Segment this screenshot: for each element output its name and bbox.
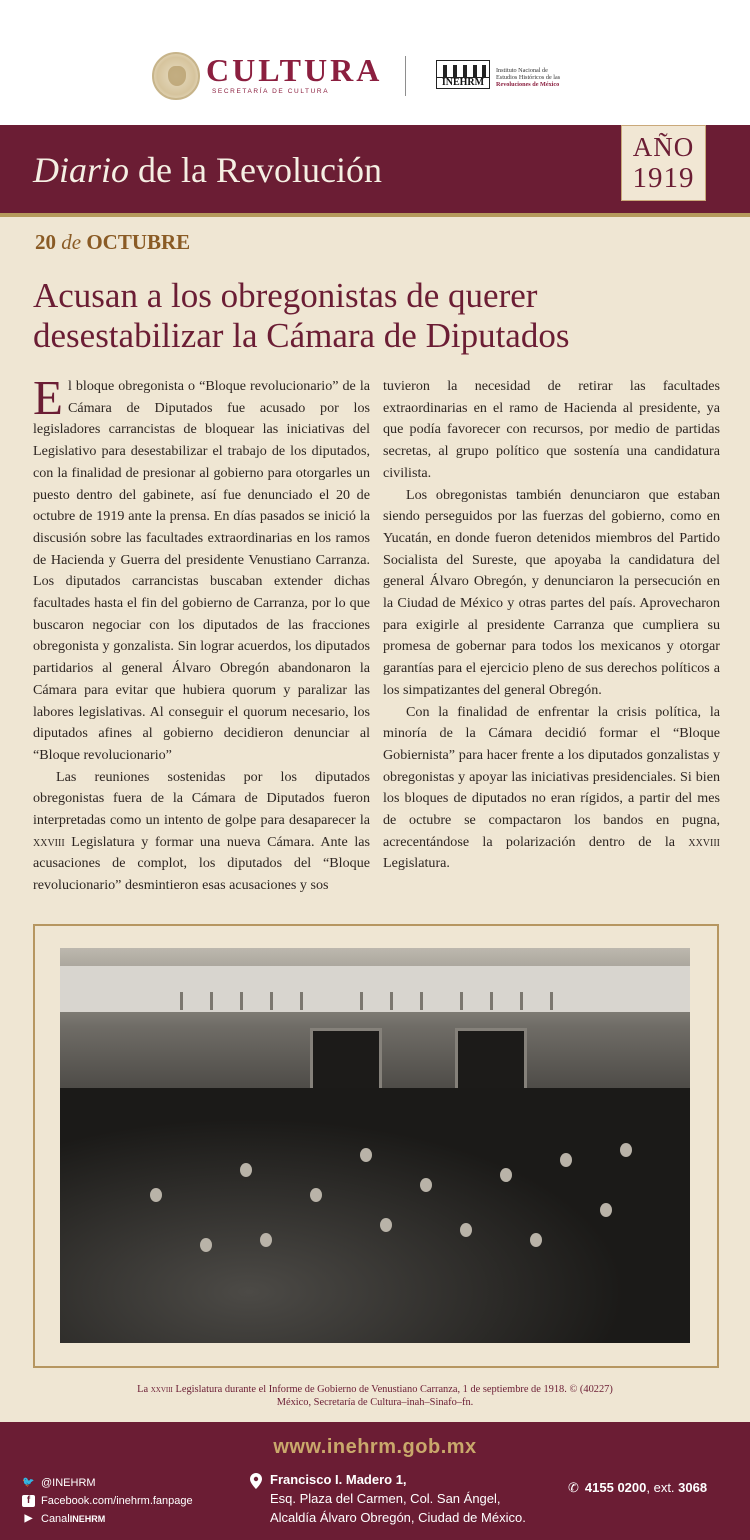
article-paragraph: El bloque obregonista o “Bloque revolucionario” de la Cámara de Diputados fue acusado por los legisladores carrancistas de bloquear las iniciativas del Legislativo para desestabilizar el trabajo de los diputados, con la finalidad de presionar al gobierno para otorgarles un puesto dentro del gabinete, así fue denunciado el 20 de octubre de 1919 ante la prensa. En días pasados se inició la discusión sobre las facultades extraordinarias en los ramos de Hacienda y Guerra del presidente Venustiano Carranza. Los diputados carrancistas buscaban extender dichas facultades hasta el fin del gobierno de Carranza, por lo que buscaron negociar con los diputados de las fracciones obregonista y gonzalista. Sin lograr acuerdos, los diputados partidarios al general Álvaro Obregón abandonaron la Cámara para evitar que hubiera quorum y paralizar las labores legislativas. Al conseguir el quorum necesario, los diputados afines al gobierno decidieron denunciar al “Bloque revolucionario” [33,370,370,763]
article-headline: Acusan a los obregonistas de querer desestabilizar la Cámara de Diputados [33,276,570,355]
year-label: AÑO [632,132,695,162]
drop-cap: E [33,370,63,425]
twitter-link[interactable]: 🐦 @INEHRM [22,1477,96,1489]
youtube-icon: ▶ [24,1513,33,1524]
secretaria-label: SECRETARÍA DE CULTURA [212,88,330,95]
logo-divider [405,56,406,96]
social-links [22,1474,193,1528]
article-date: 20 de OCTUBRE [35,230,191,254]
article-column-left [33,370,370,897]
twitter-icon: 🐦 [22,1477,35,1488]
article-paragraph: Los obregonistas también denunciaron que estaban siendo perseguidos por las fuerzas del gobierno, como en Yucatán, en donde fueron detenidos miembros del Partido Socialista del Sureste, que apoyaba la candidatura del general Álvaro Obregón, y denunciaron la persecución en la Ciudad de México y otras partes del país. Aprovecharon para exigirle al presidente Carranza que cumpliera su promesa de gobernar para todos los mexicanos y otorgar garantías para el ejercicio pleno de sus derechos políticos a los simpatizantes del general Obregón. [383,486,720,698]
header-gold-rule [0,213,750,217]
photo-caption: La xxviii Legislatura durante el Informe de Gobierno de Venustiano Carranza, 1 de septiembre de 1918. © (40227) México, Secretaría de Cultura–inah–Sinafo–fn. [137,1384,613,1408]
facebook-icon: f [22,1495,35,1507]
article-paragraph: Con la finalidad de enfrentar la crisis política, la minoría de la Cámara decidió formar el “Bloque Gobiernista” para hacer frente a los diputados gonzalistas y obregonistas y apoyar las iniciativas presidenciales. Si bien los bloques de diputados no eran rígidos, a partir del mes de octubre se compactaron los bandos en pugna, acrecentándose la polarización dentro de la xxviii Legislatura. [383,703,720,872]
youtube-link[interactable]: ▶ Canal INEHRM [22,1510,193,1528]
website-link[interactable]: www.inehrm.gob.mx [273,1436,477,1458]
inehrm-logo-text: INEHRM [436,77,490,89]
institute-name: Instituto Nacional de Estudios Históricos de las Revoluciones de México [496,67,561,88]
article-paragraph: Las reuniones sostenidas por los diputados obregonistas fuera de la Cámara de Diputados fueron interpretadas como un intento de golpe para desaparecer la xxviii Legislatura y formar una nueva Cámara. Ante las acusaciones de complot, los diputados del “Bloque revolucionario” desmintieron esas acusaciones y sos [33,768,370,894]
phone-icon: ✆ [568,1480,579,1495]
phone-number: ✆ 4155 0200, ext. 3068 [568,1480,708,1495]
article-column-right [383,376,720,875]
year-value: 1919 [632,162,695,194]
address: Francisco I. Madero 1, Esq. Plaza del Carmen, Col. San Ángel, Alcaldía Álvaro Obregón, Ciudad de México. [270,1472,526,1525]
publication-title: Diario de la Revolución [33,150,382,190]
year-badge [621,125,706,201]
location-pin-icon [250,1473,262,1489]
article-paragraph: tuvieron la necesidad de retirar las facultades extraordinarias en el ramo de Hacienda al presidente, ya que podía favorecer con recursos, por medio de partidas secretas, al grupo político que sostenía una candidatura civilista. [383,378,720,481]
facebook-link[interactable]: f Facebook.com/inehrm.fanpage [22,1492,193,1510]
cultura-logo-text: CULTURA [206,52,383,88]
mexico-seal-icon [152,52,200,100]
historical-photo [60,948,690,1343]
inehrm-building-icon [436,60,490,88]
